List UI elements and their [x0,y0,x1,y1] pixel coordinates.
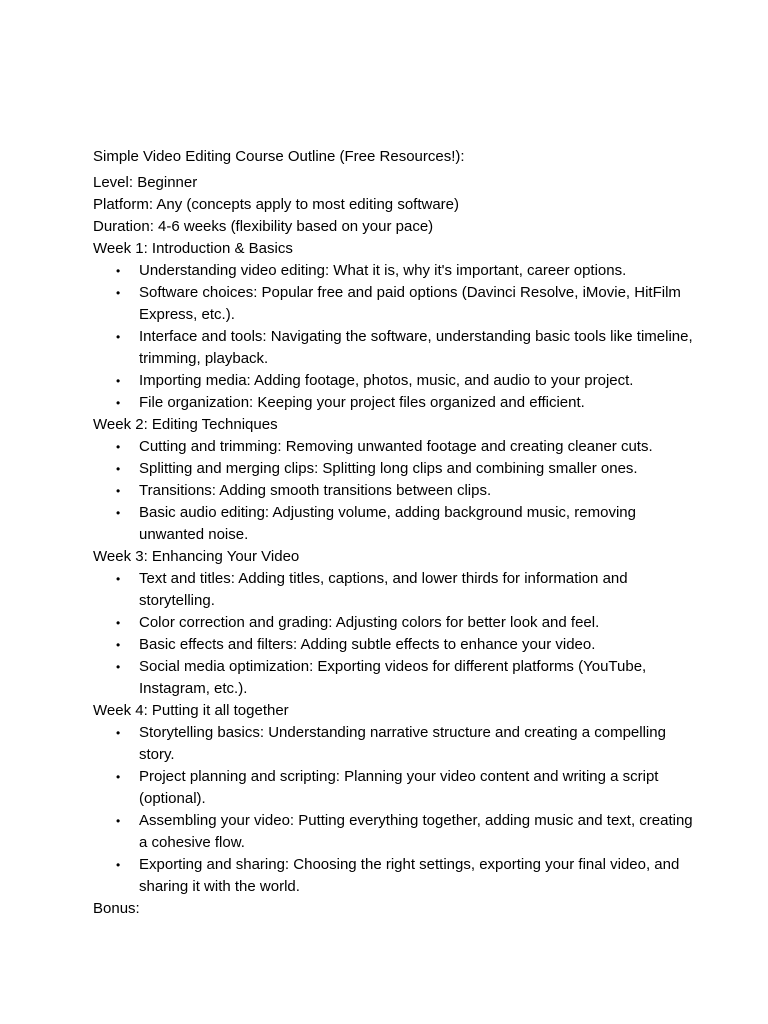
list-item [93,810,693,854]
bullet-icon: • [116,506,121,520]
bullet-icon: • [116,638,121,652]
week-4-list [93,722,693,898]
list-item [93,568,693,612]
list-item [93,854,693,898]
duration-line: Duration: 4-6 weeks (flexibility based on your pace) [93,218,434,235]
document-title: Simple Video Editing Course Outline (Free Resources!): [93,148,465,165]
bullet-icon: • [116,660,121,674]
list-item-text: Basic audio editing: Adjusting volume, adding background music, removing unwanted noise. [139,504,636,543]
list-item-text: Color correction and grading: Adjusting colors for better look and feel. [139,614,600,631]
bullet-icon: • [116,462,121,476]
list-item [93,612,693,634]
bullet-icon: • [116,330,121,344]
week-3-list [93,568,693,700]
bullet-icon: • [116,286,121,300]
list-item-text: Cutting and trimming: Removing unwanted footage and creating cleaner cuts. [139,438,653,455]
week-heading: Week 2: Editing Techniques [93,416,278,433]
week-2-section [93,414,693,546]
list-item [93,370,693,392]
week-4-section [93,700,693,898]
bonus-heading: Bonus: [93,900,140,917]
bullet-icon: • [116,858,121,872]
week-2-list [93,436,693,546]
list-item [93,282,693,326]
bullet-icon: • [116,770,121,784]
list-item [93,480,693,502]
week-heading: Week 3: Enhancing Your Video [93,548,300,565]
list-item-text: Social media optimization: Exporting videos for different platforms (YouTube, Instagram, etc.). [139,658,647,697]
list-item [93,502,693,546]
list-item-text: Understanding video editing: What it is, why it's important, career options. [139,262,627,279]
list-item-text: Importing media: Adding footage, photos, music, and audio to your project. [139,372,634,389]
list-item-text: Exporting and sharing: Choosing the right settings, exporting your final video, and sharing it with the world. [139,856,680,895]
document-body [93,146,693,920]
bullet-icon: • [116,616,121,630]
bullet-icon: • [116,484,121,498]
list-item [93,392,693,414]
list-item-text: Storytelling basics: Understanding narrative structure and creating a compelling story. [139,724,666,763]
level-line: Level: Beginner [93,174,198,191]
list-item [93,260,693,282]
list-item [93,766,693,810]
list-item-text: Software choices: Popular free and paid options (Davinci Resolve, iMovie, HitFilm Express, etc.). [139,284,681,323]
bullet-icon: • [116,440,121,454]
week-1-section [93,238,693,414]
list-item [93,722,693,766]
week-3-section [93,546,693,700]
list-item-text: Transitions: Adding smooth transitions between clips. [139,482,492,499]
list-item-text: Interface and tools: Navigating the software, understanding basic tools like timeline, trimming, playback. [139,328,693,367]
bullet-icon: • [116,264,121,278]
list-item [93,326,693,370]
list-item-text: Basic effects and filters: Adding subtle effects to enhance your video. [139,636,596,653]
week-heading: Week 1: Introduction & Basics [93,240,293,257]
list-item [93,436,693,458]
bullet-icon: • [116,726,121,740]
list-item-text: Assembling your video: Putting everything together, adding music and text, creating a cohesive flow. [139,812,693,851]
list-item-text: File organization: Keeping your project files organized and efficient. [139,394,585,411]
list-item [93,634,693,656]
bullet-icon: • [116,374,121,388]
list-item-text: Text and titles: Adding titles, captions, and lower thirds for information and storytelling. [139,570,628,609]
list-item [93,656,693,700]
bullet-icon: • [116,572,121,586]
week-1-list [93,260,693,414]
platform-line: Platform: Any (concepts apply to most editing software) [93,196,459,213]
list-item-text: Splitting and merging clips: Splitting long clips and combining smaller ones. [139,460,638,477]
bullet-icon: • [116,814,121,828]
list-item-text: Project planning and scripting: Planning your video content and writing a script (optional). [139,768,659,807]
list-item [93,458,693,480]
week-heading: Week 4: Putting it all together [93,702,289,719]
bullet-icon: • [116,396,121,410]
